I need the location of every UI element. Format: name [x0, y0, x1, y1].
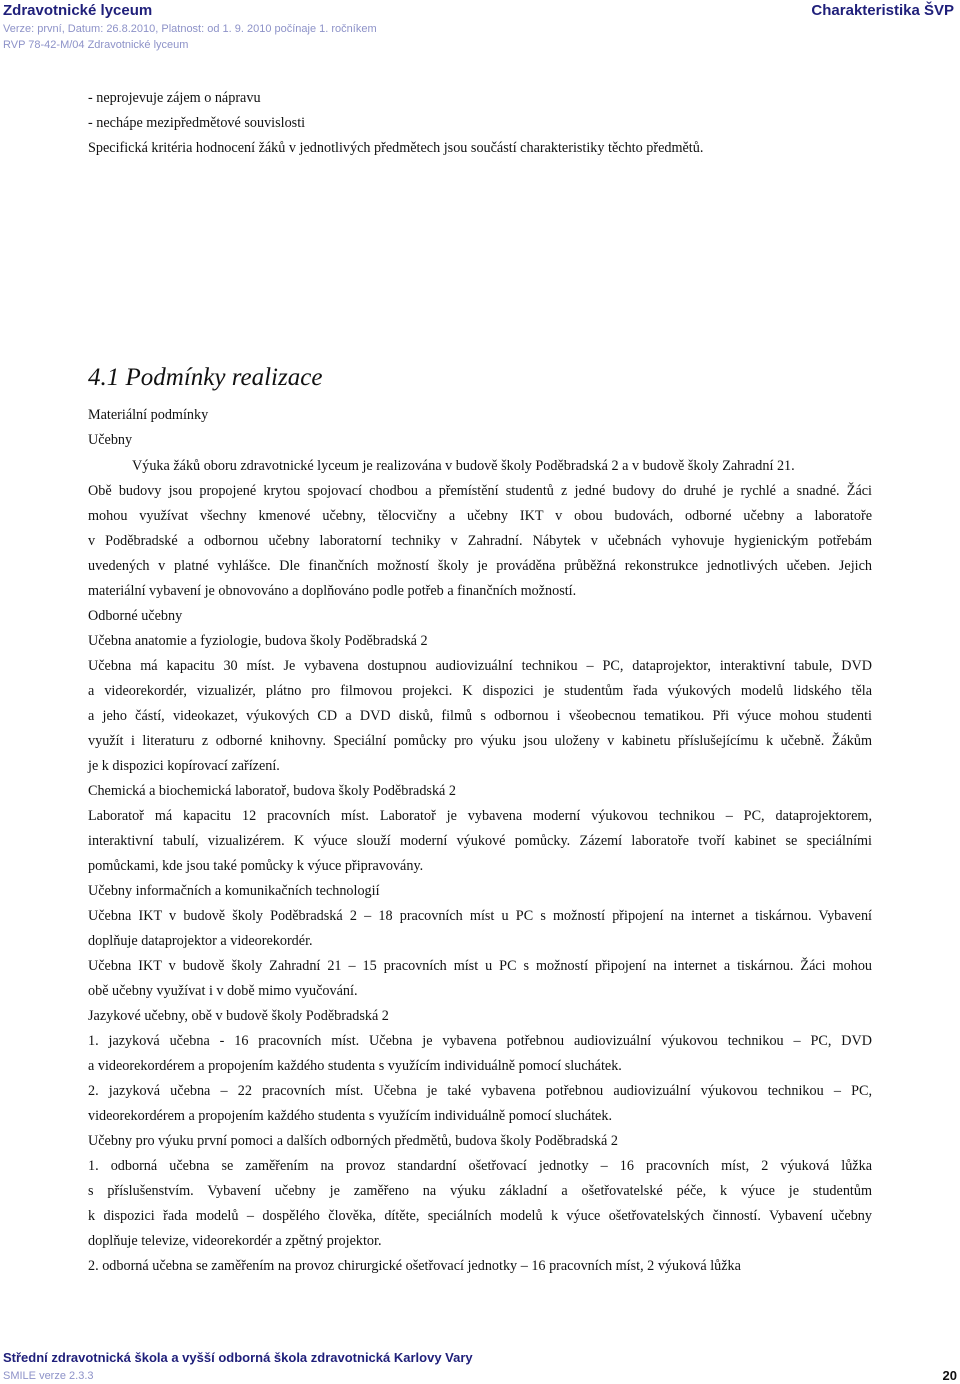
intro-line: - neprojevuje zájem o nápravu: [88, 90, 261, 106]
paragraph-line: videorekordérem a propojením každého studenta s využícím individuálně pomocí sluchátek.: [88, 1108, 612, 1124]
page-number: 20: [942, 1368, 957, 1383]
section-heading: 4.1 Podmínky realizace: [88, 364, 323, 391]
paragraph-line: Výuka žáků oboru zdravotnické lyceum je realizována v budově školy Poděbradská 2 a v budově školy Zahradní 21.: [132, 458, 795, 474]
paragraph-line: a jeho částí, videokazet, výukových CD a DVD disků, filmů s odbornou i všeobecnou tematikou. Při výuce mohou studenti: [88, 708, 872, 724]
paragraph-line: a videorekordér, vizualizér, plátno pro filmovou projekci. K dispozici je studentům řada výukových modelů lidského těla: [88, 683, 872, 699]
paragraph-line: obě učebny využívat i v době mimo vyučování.: [88, 983, 358, 999]
paragraph-line: Učebna má kapacitu 30 míst. Je vybavena dostupnou audiovizuální technikou – PC, dataprojektor, interaktivní tabule, DVD: [88, 658, 872, 674]
section-title: Charakteristika ŠVP: [811, 2, 954, 19]
program-title: Zdravotnické lyceum: [3, 2, 153, 19]
intro-line: Specifická kritéria hodnocení žáků v jednotlivých předmětech jsou součástí charakteristiky těchto předmětů.: [88, 140, 704, 156]
paragraph-line: s příslušenstvím. Vybavení učebny je zaměřeno na výuku základní a ošetřovatelské péče, k výuce je studentům: [88, 1183, 872, 1199]
rvp-info: RVP 78-42-M/04 Zdravotnické lyceum: [3, 39, 189, 51]
intro-line: - nechápe mezipředmětové souvislosti: [88, 115, 306, 131]
software-version: SMILE verze 2.3.3: [3, 1370, 94, 1382]
subheading: Chemická a biochemická laboratoř, budova školy Poděbradská 2: [88, 783, 456, 799]
subheading: Materiální podmínky: [88, 407, 209, 423]
paragraph-line: k dispozici řada modelů – dospělého člověka, dítěte, speciálních modelů k výuce ošetřovatelských činností. Vybavení učebny: [88, 1208, 872, 1224]
paragraph-line: 2. odborná učebna se zaměřením na provoz chirurgické ošetřovací jednotky – 16 pracovních míst, 2 výuková lůžka: [88, 1258, 741, 1274]
paragraph-line: 1. jazyková učebna - 16 pracovních míst. Učebna je vybavena potřebnou audiovizuální výukovou technikou – PC, DVD: [88, 1033, 872, 1049]
paragraph-line: uvedených v platné vyhlášce. Dle finančních možností školy je prováděna průběžná rekonstrukce jednotlivých učeben. Jejich: [88, 558, 872, 574]
paragraph-line: doplňuje televize, videorekordér a zpětný projektor.: [88, 1233, 382, 1249]
paragraph-line: pomůckami, kde jsou také pomůcky k výuce připravovány.: [88, 858, 424, 874]
paragraph-line: materiální vybavení je obnovováno a doplňováno podle potřeb a finančních možností.: [88, 583, 577, 599]
subheading: Jazykové učebny, obě v budově školy Poděbradská 2: [88, 1008, 389, 1024]
subheading: Učebna anatomie a fyziologie, budova školy Poděbradská 2: [88, 633, 428, 649]
school-name: Střední zdravotnická škola a vyšší odborná škola zdravotnická Karlovy Vary: [3, 1350, 473, 1365]
paragraph-line: mohou využívat všechny kmenové učebny, tělocvičny a učebny IKT v obou budovách, odborné učebny a laboratoře: [88, 508, 872, 524]
paragraph-line: využít i literaturu z odborné knihovny. Speciální pomůcky pro výuku jsou uloženy v kabinetu příslušejícímu k učebně. Žákům: [88, 733, 872, 749]
paragraph-line: Laboratoř má kapacitu 12 pracovních míst. Laboratoř je vybavena moderní výukovou technikou – PC, dataprojektorem,: [88, 808, 872, 824]
version-info: Verze: první, Datum: 26.8.2010, Platnost: od 1. 9. 2010 počínaje 1. ročníkem: [3, 23, 377, 35]
paragraph-line: doplňuje dataprojektor a videorekordér.: [88, 933, 313, 949]
subheading: Učebny pro výuku první pomoci a dalších odborných předmětů, budova školy Poděbradská 2: [88, 1133, 618, 1149]
paragraph-line: Obě budovy jsou propojené krytou spojovací chodbou a přemístění studentů z jedné budovy do druhé je rychlé a snadné. Žáci: [88, 483, 872, 499]
paragraph-line: interaktivní tabulí, vizualizérem. K výuce slouží moderní výukové pomůcky. Zázemí laboratoře tvoří kabinet se speciálními: [88, 833, 872, 849]
paragraph-line: Učebna IKT v budově školy Zahradní 21 – 15 pracovních míst u PC s možností připojení na internet a tiskárnou. Žáci mohou: [88, 958, 872, 974]
subheading: Učebny: [88, 432, 133, 448]
paragraph-line: a videorekordérem a propojením každého studenta s využícím individuálně pomocí sluchátek.: [88, 1058, 622, 1074]
paragraph-line: 2. jazyková učebna – 22 pracovních míst. Učebna je také vybavena potřebnou audiovizuální výukovou technikou – PC,: [88, 1083, 872, 1099]
subheading: Učebny informačních a komunikačních technologií: [88, 883, 380, 899]
paragraph-line: 1. odborná učebna se zaměřením na provoz standardní ošetřovací jednotky – 16 pracovních míst, 2 výuková lůžka: [88, 1158, 872, 1174]
subheading: Odborné učebny: [88, 608, 183, 624]
paragraph-line: je k dispozici kopírovací zařízení.: [88, 758, 280, 774]
paragraph-line: v Poděbradské a odbornou učebny laboratorní techniky v Zahradní. Nábytek v učebnách vyhovuje hygienickým potřebám: [88, 533, 872, 549]
paragraph-line: Učebna IKT v budově školy Poděbradská 2 – 18 pracovních míst u PC s možností připojení na internet a tiskárnou. Vybavení: [88, 908, 872, 924]
